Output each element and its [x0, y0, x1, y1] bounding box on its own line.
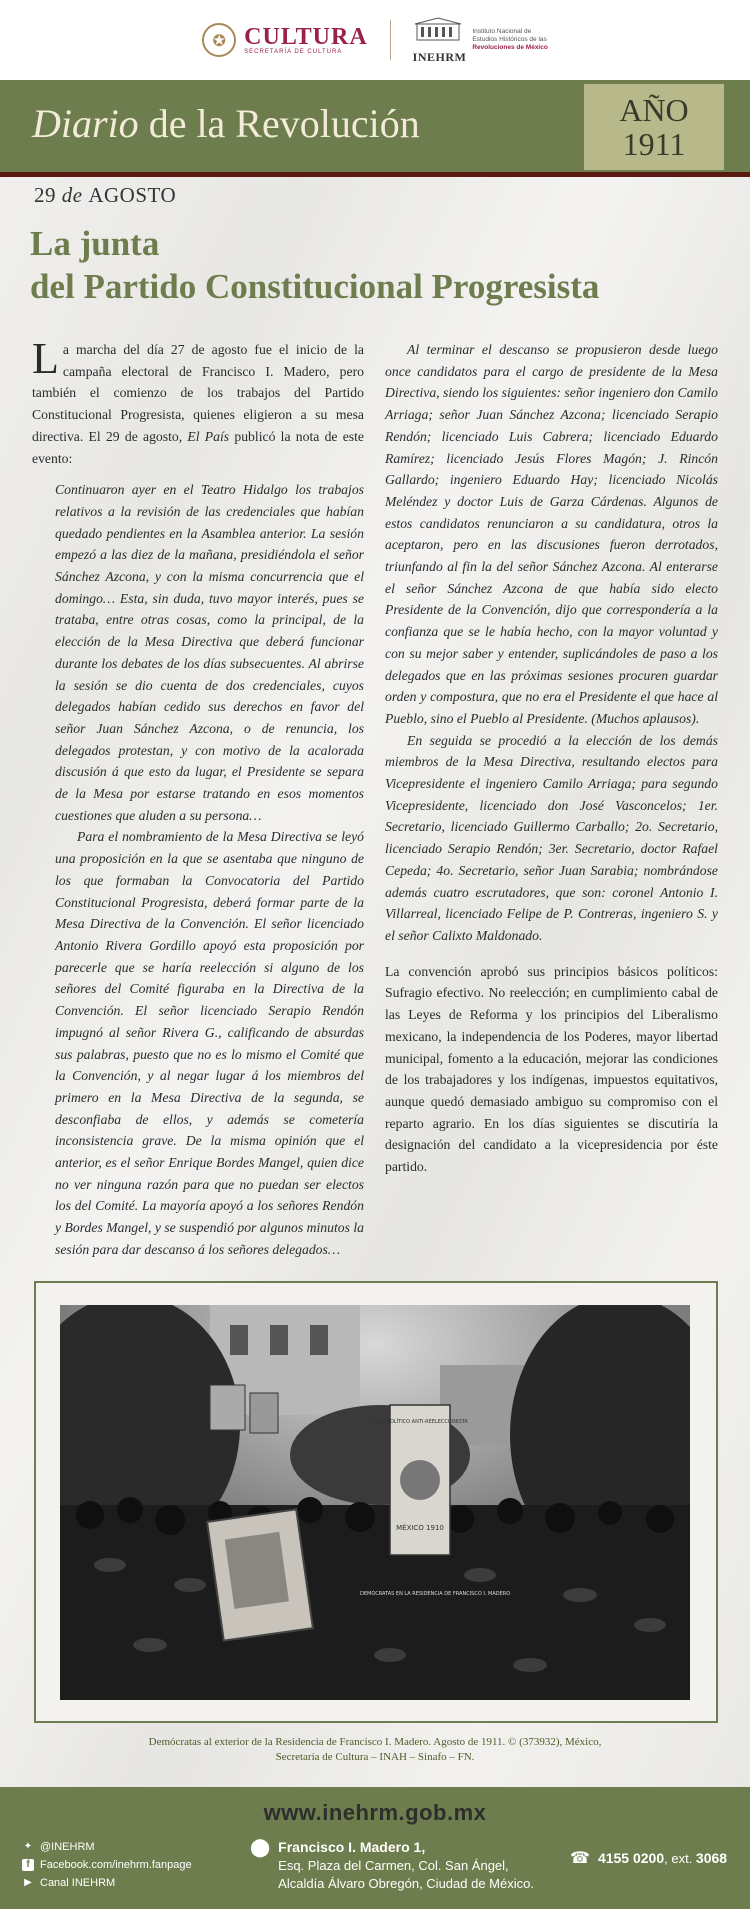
phone-icon: ☎ — [570, 1850, 590, 1867]
phone-block[interactable]: ☎ 4155 0200, ext. 3068 — [570, 1850, 728, 1867]
photo-sign-text: DEMÓCRATAS EN LA RESIDENCIA DE FRANCISCO I. MADERO — [360, 1591, 511, 1597]
article-date: 29 de AGOSTO — [34, 183, 177, 207]
twitter-link[interactable]: ✦ @INEHRM — [23, 1841, 95, 1853]
crowd-photo-illustration — [60, 1305, 690, 1700]
year-label: AÑO — [619, 92, 689, 128]
inehrm-wordmark: INEHRM — [412, 49, 467, 64]
cultura-wordmark: CULTURA — [244, 24, 368, 50]
cultura-subtitle: SECRETARÍA DE CULTURA — [244, 49, 343, 55]
quote-paragraph-4: En seguida se procedió a la elección de los demás miembros de la Mesa Directiva, resultando electos para Vicepresidente el ingeniero Camilo Arriaga; para segundo Vicepresidente, licenciado don José Vasconcelos; 1er. Secretario, licenciado Guillermo Carballo; 2o. Secretario, licenciado Serapio Rendón; 3er. Secretario, doctor Rafael Cepeda; 4o. Secretario, señor Juan Sarabia; nombrándose además cuatro escrutadores, que son: coronel Antonio I. Villarreal, licenciado Felipe de P. Contreras, ingeniero S. y el señor Calixto Maldonado. — [385, 732, 718, 943]
facebook-link[interactable]: f Facebook.com/inehrm.fanpage — [22, 1856, 192, 1874]
building-icon — [413, 16, 463, 46]
location-pin-icon: ⬤ — [250, 1837, 271, 1857]
photo-banner-year: MÉXICO 1910 — [396, 1524, 444, 1532]
inehrm-fullname: Instituto Nacional de Estudios Históricos de las Revoluciones de México — [472, 28, 548, 51]
drop-cap: L — [32, 334, 59, 383]
address-line-2: Esq. Plaza del Carmen, Col. San Ángel, — [278, 1858, 509, 1873]
year-box — [584, 84, 724, 170]
social-links — [22, 1838, 192, 1892]
photo-caption: Demócratas al exterior de la Residencia de Francisco I. Madero. Agosto de 1911. © (373932), México, Secretaría de Cultura – INAH – Sinafo – FN. — [148, 1736, 602, 1763]
twitter-icon: ✦ — [23, 1841, 33, 1852]
historical-photo[interactable] — [60, 1305, 690, 1700]
quote-paragraph-3: Al terminar el descanso se propusieron desde luego once candidatos para el cargo de presidente de la Mesa Directiva, siendo los siguientes: señor ingeniero don Camilo Arriaga; señor Juan Sánchez Azcona; licenciado Serapio Rendón; licenciado Luis Cabrera; licenciado Eduardo Ramírez; licenciado Jesús Flores Magón; J. Rincón Gallardo; ingeniero Eduardo Hay; licenciado Nicolás Meléndez y doctor Luis de Garza Cárdenas. Algunos de estos candidatos renunciaron a su candidatura, otros la aceptaron, pero en las discusiones fueron derrotados, triunfando al fin la del señor Sánchez Azcona. Al enterarse el señor Sánchez Azcona de que había sido electo Presidente de la Convención, dijo que correspondería a la confianza que se le había hecho, con la mayor voluntad y con su mejor saber y entender, suplicándoles de paso a los delegados que en las próximas sesiones procuren guardar orden y compostura, que no era el Presidente el que hace al Pueblo, sino el Pueblo al Presidente. (Muchos aplausos). — [385, 342, 718, 726]
intro-paragraph: La marcha del día 27 de agosto fue el inicio de la campaña electoral de Francisco I. Madero, pero también el comienzo de los trabajos del Partido Constitucional Progresista, quienes eligieron a su mesa directiva. El 29 de agosto, El País publicó la nota de este evento: — [32, 334, 365, 466]
publication-title: Diario de la Revolución — [32, 101, 420, 146]
address-title: Francisco I. Madero 1, — [278, 1839, 426, 1855]
youtube-link[interactable]: ▶ Canal INEHRM — [22, 1874, 192, 1892]
address-block — [250, 1838, 534, 1893]
eagle-seal-icon: ✪ — [202, 23, 236, 57]
logos-header — [0, 0, 750, 80]
closing-paragraph: La convención aprobó sus principios básicos políticos: Sufragio efectivo. No reelección; en cumplimiento cabal de las Leyes de Reforma y los principios del Liberalismo mexicano, la independencia de los Poderes, mayor libertad municipal, fomento a la educación, mejorar las condiciones de los trabajadores y los indígenas, impuestos equitativos, aunque quedó demasiado ambiguo su compromiso con el reparto agrario. En los días siguientes se discutiría la designación del candidato a la vicepresidencia por éste partido. — [385, 963, 718, 1175]
quote-paragraph-1: Continuaron ayer en el Teatro Hidalgo los trabajos relativos a la revisión de las credenciales que habían quedado pendientes en la Asamblea anterior. La sesión empezó a las diez de la mañana, presidiéndola el señor Sánchez Azcona, y con la misma concurrencia que el domingo… Esta, sin duda, tuvo mayor interés, pues se trataba, entre otras cosas, como la principal, de la elección de la Mesa Directiva que deberá funcionar durante los debates de los días subsecuentes. Al abrirse la sesión se dio cuenta de dos credenciales, cuyos delegados habían cedido sus derechos en favor del señor Juan Sánchez Azcona, o de renuncia, los delegados protestan, y con motivo de la acalorada discusión á que esto da lugar, el Presidente se separa de la Mesa por estarse tratando en esos momentos cuestiones que aluden a su persona… — [55, 482, 364, 823]
article-column-left — [32, 334, 365, 1261]
quote-block — [55, 479, 364, 1260]
article-headline: La junta del Partido Constitucional Progresista — [30, 224, 600, 306]
youtube-icon: ▶ — [24, 1877, 32, 1888]
photo-banner-text: CLUB POLÍTICO ANTI-REELECCIONISTA — [372, 1419, 468, 1425]
address-line-3: Alcaldía Álvaro Obregón, Ciudad de México. — [278, 1876, 534, 1891]
website-link[interactable]: www.inehrm.gob.mx — [263, 1800, 487, 1825]
year-value: 1911 — [622, 126, 686, 162]
inehrm-logo[interactable] — [413, 16, 548, 65]
logo-divider — [390, 20, 391, 60]
cultura-logo[interactable] — [202, 23, 367, 57]
facebook-icon: f — [22, 1859, 34, 1871]
quote-paragraph-2: Para el nombramiento de la Mesa Directiva se leyó una proposición en la que se asentaba que ninguno de los que formaban la Convocatoria del Partido Constitucional Progresista, deberá formar parte de la Mesa Directiva de la Convención. El señor licenciado Antonio Rivera Gordillo apoyó esta proposición por parecerle que se haría reelección si alguno de los señores del Comité figuraba en la Directiva de la Convención. El señor licenciado Serapio Rendón impugnó al señor Rivera G., calificando de absurdas sus palabras, puesto que no es lo mismo el Comité que la Convención, y al negar lugar á los miembros del primero en la Mesa Directiva de la segunda, se desconfiaba de ellos, y además se cometería inconsistencia grave. De la misma opinión que el anterior, es el señor Enrique Bordes Mangel, quien dice no ver ninguna razón para que no puedan ser electos los del Comité. La mayoría apoyó a los señores Rendón y Bordes Mangel, y se suspendió por algunos minutos la sesión para dar descanso á los señores delegados… — [55, 829, 364, 1257]
article-column-right — [385, 339, 718, 1178]
